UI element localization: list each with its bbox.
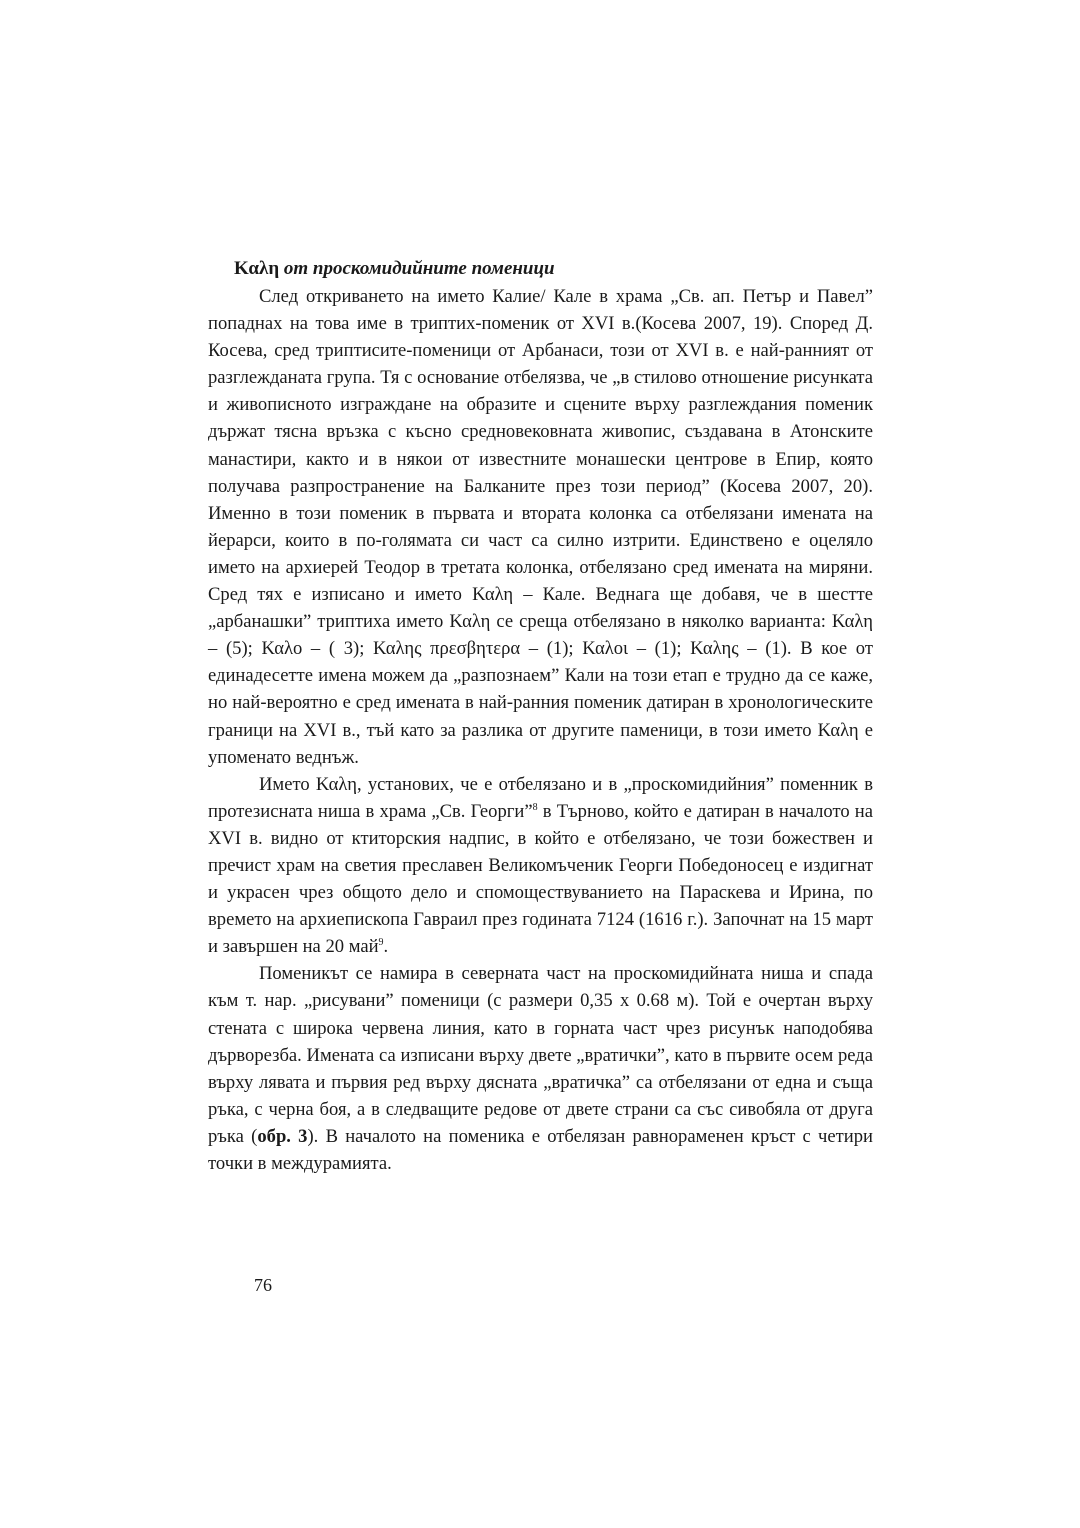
paragraph-3-text: Поменикът се намира в северната част на проскомидийната ниша и спада към т. нар. „рисувани” поменици (с размери 0,35 х 0.68 м). Той е очертан върху стената с широка червена линия, като в горната част чрез рисунък наподобява дърворезба. Имената са изписани върху двете „вратички”, като в първите осем реда върху лявата и първия ред върху дясната „вратичка” са отбелязани от една и съща ръка, с черна боя, а в следващите редове от двете страни са със сивобяла от друга ръка ( [208, 963, 873, 1147]
paragraph-1: След откриването на името Калие/ Кале в храма „Св. ап. Петър и Павел” попаднах на това име в триптих-поменик от XVI в.(Косева 2007, 19). Според Д. Косева, сред триптисите-поменици от Арбанаси, този от XVI в. е най-ранният от разглежданата група. Тя с основание отбелязва, че „в стилово отношение рисунката и живописното изграждане на образите и сцените върху разглеждания поменик държат тясна връзка с късно средновековната живопис, създавана в Атонските манастири, както и в някои от известните монашески центрове в Епир, която получава разпространение на Балканите през този период” (Косева 2007, 20). Именно в този поменик в първата и втората колонка са отбелязани имената на йерарси, които в по-голямата си част са силно изтрити. Единствено е оцеляло името на архиерей Теодор в третата колонка, отбелязано сред имената на миряни. Сред тях е изписано и името Καλη – Кале. Веднага ще добавя, че в шестте „арбанашки” триптиха името Καλη се среща отбелязано в няколко варианта: Καλη – (5); Καλο – ( 3); Καλης πρεσβητερα – (1); Καλοι – (1); Καλης – (1). В кое от единадесетте имена можем да „разпознаем” Кали на този етап е трудно да се каже, но най-вероятно е сред имената в най-ранния поменик датиран в хронологическите граници на XVI в., тъй като за разлика от другите паменици, в този името Καλη е упоменато веднъж. [208, 286, 873, 768]
paragraph-3-text-cont: ). В началото на поменика е отбелязан равнораменен кръст с четири точки в междурамията. [208, 1125, 873, 1174]
footnote-marker-9[interactable]: 9 [378, 937, 384, 949]
paragraph-2-text: Името Καλη, установих, че е отбелязано и в „проскомидийния” поменник в протезисната ниша в храма „Св. Георги” [208, 773, 873, 822]
footnote-marker-8[interactable]: 8 [532, 801, 538, 813]
heading-title: от проскомидийните поменици [279, 258, 555, 279]
figure-reference[interactable]: обр. 3 [257, 1125, 308, 1147]
paragraph-2-end: . [383, 936, 389, 958]
section-heading [234, 256, 555, 282]
page-number: 76 [254, 1275, 272, 1295]
paragraph-2-text-cont: в Търново, който е датиран в началото на XVI в. видно от ктиторския надпис, в който е отбелязано, че този божествен и пречист храм на светия преславен Великомъченик Георги Победоносец е издигнат и украсен чрез общото дело и спомоществуванието на Параскева и Ирина, по времето на архиепископа Гавраил през годината 7124 (1616 г.). Започнат на 15 март и завършен на 20 май [208, 800, 873, 958]
heading-greek-name: Καλη [234, 258, 280, 279]
paragraph-3 [208, 960, 873, 1177]
paragraph-2 [208, 771, 873, 961]
body-text [208, 283, 873, 1177]
